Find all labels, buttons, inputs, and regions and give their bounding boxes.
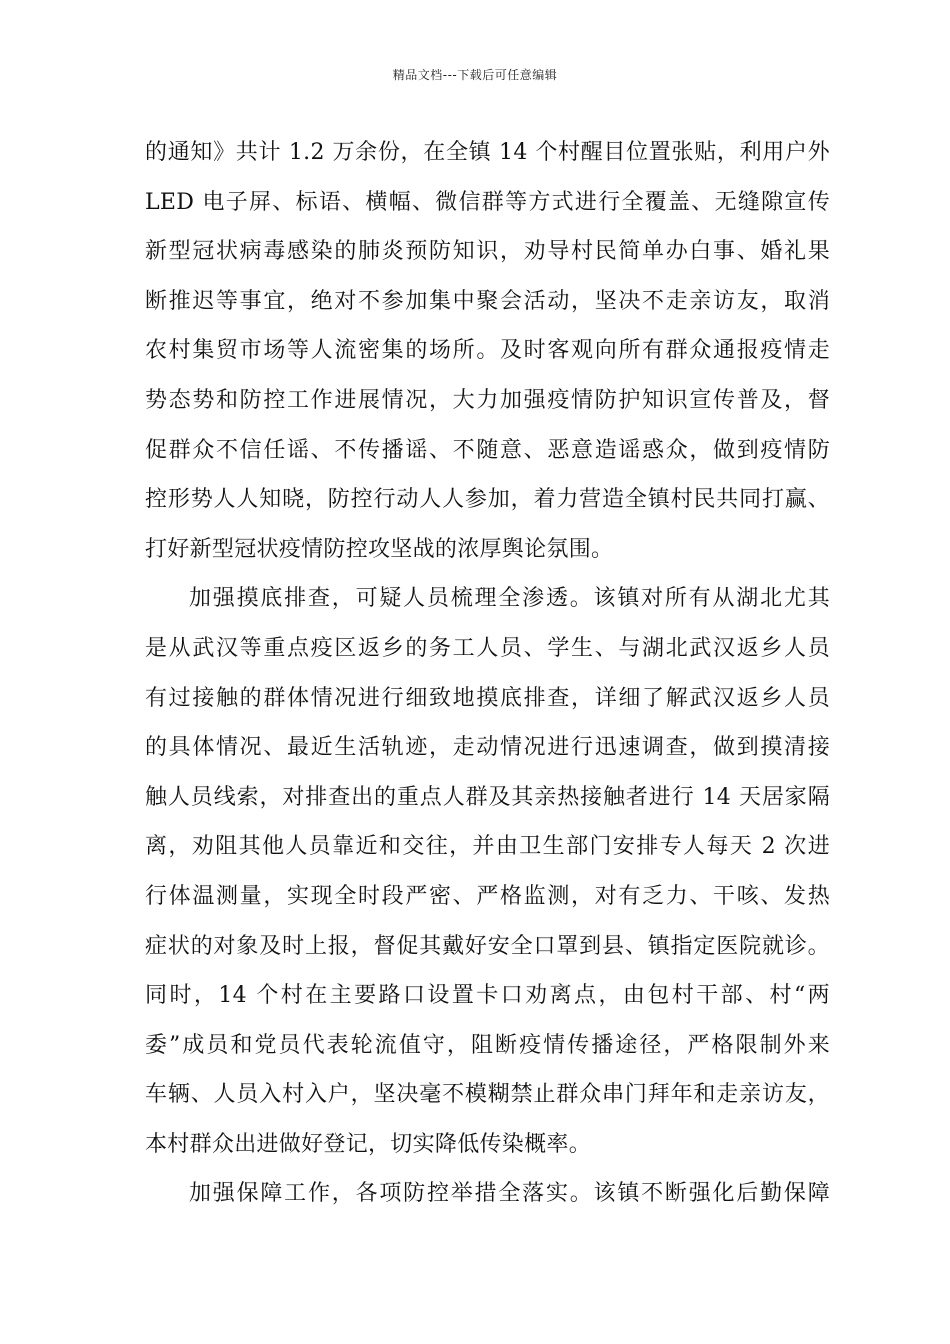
text-line: 控形势人人知晓，防控行动人人参加，着力营造全镇村民共同打赢、 — [145, 487, 830, 513]
page-header: 精品文档---下载后可任意编辑 — [392, 68, 558, 82]
paragraph-1 — [145, 128, 830, 574]
text-line: 行体温测量，实现全时段严密、严格监测，对有乏力、干咳、发热 — [145, 883, 830, 909]
text-line: 促群众不信任谣、不传播谣、不随意、恶意造谣惑众，做到疫情防 — [145, 437, 830, 463]
text-line: 车辆、人员入村入户，坚决毫不模糊禁止群众串门拜年和走亲访友， — [145, 1082, 830, 1108]
document-body — [145, 128, 830, 1219]
text-line: 加强保障工作，各项防控举措全落实。该镇不断强化后勤保障 — [189, 1181, 830, 1207]
text-line: 症状的对象及时上报，督促其戴好安全口罩到县、镇指定医院就诊。 — [145, 933, 830, 959]
text-line: 新型冠状病毒感染的肺炎预防知识，劝导村民简单办白事、婚礼果 — [145, 239, 830, 265]
text-line: 势态势和防控工作进展情况，大力加强疫情防护知识宣传普及，督 — [145, 387, 830, 413]
text-line: 触人员线索，对排查出的重点人群及其亲热接触者进行 14 天居家隔 — [145, 784, 830, 810]
paragraph-2 — [145, 574, 830, 1169]
text-line: LED 电子屏、标语、横幅、微信群等方式进行全覆盖、无缝隙宣传 — [145, 189, 830, 215]
text-line: 离，劝阻其他人员靠近和交往，并由卫生部门安排专人每天 2 次进 — [145, 834, 830, 860]
text-line: 同时，14 个村在主要路口设置卡口劝离点，由包村干部、村“两 — [145, 983, 830, 1009]
text-line: 加强摸底排查，可疑人员梳理全渗透。该镇对所有从湖北尤其 — [189, 586, 830, 612]
text-line: 断推迟等事宜，绝对不参加集中聚会活动，坚决不走亲访友，取消 — [145, 288, 830, 314]
text-line: 是从武汉等重点疫区返乡的务工人员、学生、与湖北武汉返乡人员 — [145, 635, 830, 661]
text-line: 有过接触的群体情况进行细致地摸底排查，详细了解武汉返乡人员 — [145, 685, 830, 711]
text-line: 打好新型冠状疫情防控攻坚战的浓厚舆论氛围。 — [145, 536, 614, 562]
text-line: 农村集贸市场等人流密集的场所。及时客观向所有群众通报疫情走 — [145, 338, 830, 364]
text-line: 本村群众出进做好登记，切实降低传染概率。 — [145, 1131, 592, 1157]
text-line: 的具体情况、最近生活轨迹，走动情况进行迅速调查，做到摸清接 — [145, 735, 830, 761]
text-line: 委”成员和党员代表轮流值守，阻断疫情传播途径，严格限制外来 — [145, 1032, 830, 1058]
text-line: 的通知》共计 1.2 万余份，在全镇 14 个村醒目位置张贴，利用户外 — [145, 140, 830, 165]
paragraph-3 — [145, 1169, 830, 1219]
